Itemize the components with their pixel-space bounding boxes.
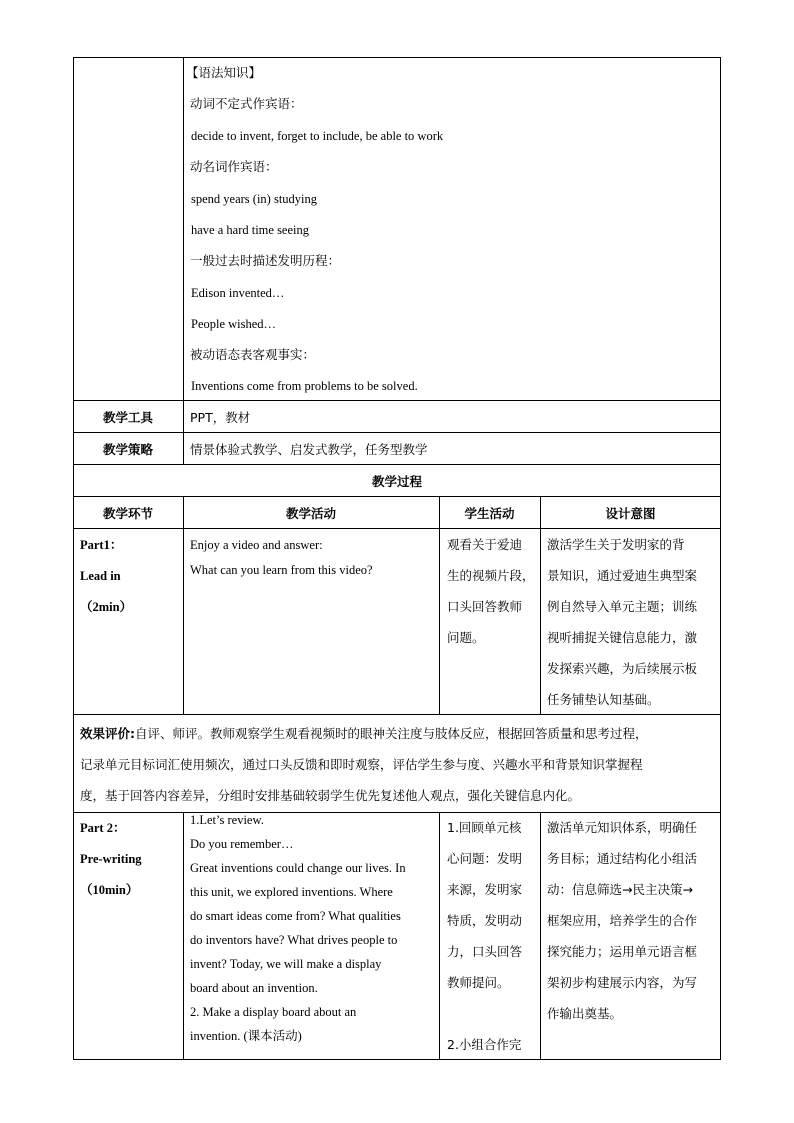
grammar-line: decide to invent, forget to include, be able to work [191,129,444,143]
part1-student-line: 观看关于爱迪 [447,537,523,552]
part2-intent-line: 架初步构建展示内容，为写 [547,975,698,990]
grammar-line: spend years (in) studying [191,192,318,206]
part1-teacher-line: What can you learn from this video? [190,563,373,577]
part2-stage-line: Pre-writing [80,852,142,866]
part1-intent-line: 发探索兴趣，为后续展示板 [547,661,698,676]
part1-student-line: 生的视频片段， [447,568,535,583]
part2-teacher-line: this unit, we explored inventions. Where [190,885,393,899]
part1-stage-line: Part1： [80,538,123,552]
part2-stage-line: Part 2： [80,821,126,835]
grammar-line: 被动语态表客观事实： [190,347,316,362]
part2-teacher-line: 2. Make a display board about an [190,1005,357,1019]
strategy-value: 情景体验式教学、启发式教学，任务型教学 [190,442,428,457]
part2-teacher-line: do smart ideas come from? What qualities [190,909,401,923]
column-header-teacher: 教学活动 [285,506,336,521]
part2-intent-line: 动：信息筛选→民主决策→ [547,882,693,897]
part2-student-line: 特质，发明动 [447,913,523,928]
part2-teacher-line: Do you remember… [190,837,294,851]
grammar-line: Inventions come from problems to be solved. [191,379,418,393]
part1-student-line: 口头回答教师 [447,599,523,614]
evaluation-label: 效果评价: [80,726,135,741]
part1-stage-line: （2min） [80,600,133,614]
grammar-line: 动名词作宾语： [190,159,278,174]
part2-teacher-line: Great inventions could change our lives. In [190,861,406,875]
part1-intent-line: 景知识，通过爱迪生典型案 [547,568,698,583]
part2-intent-line: 探究能力；运用单元语言框 [547,944,698,959]
part2-teacher-line: 1.Let’s review. [190,813,264,827]
part1-teacher-line: Enjoy a video and answer: [190,538,323,552]
part1-intent-line: 激活学生关于发明家的背 [547,537,685,552]
grammar-line: Edison invented… [191,286,285,300]
part2-teacher-line: invent? Today, we will make a display [190,957,382,971]
part2-intent-line: 作输出奠基。 [547,1006,623,1021]
evaluation-line: 记录单元目标词汇使用频次，通过口头反馈和即时观察，评估学生参与度、兴趣水平和背景知识掌握程 [80,757,643,772]
column-header-intent: 设计意图 [605,506,656,521]
strategy-label: 教学策略 [102,442,153,457]
column-header-stage: 教学环节 [102,506,153,521]
part1-intent-line: 例自然导入单元主题；训练 [547,599,698,614]
evaluation-line: 效果评价:自评、师评。教师观察学生观看视频时的眼神关注度与肢体反应，根据回答质量和思考过程， [80,726,648,741]
part2-student-line: 力，口头回答 [447,944,523,959]
part2-teacher-line: board about an invention. [190,981,318,995]
column-header-student: 学生活动 [464,506,515,521]
grammar-line: People wished… [191,317,277,331]
tools-value: PPT，教材 [190,410,251,425]
part2-teacher-line: do inventors have? What drives people to [190,933,398,947]
part1-stage-line: Lead in [80,569,121,583]
part2-intent-line: 激活单元知识体系，明确任 [547,820,698,835]
part2-teacher-line: invention. (课本活动) [190,1029,302,1043]
part2-intent-line: 框架应用，培养学生的合作 [547,913,698,928]
grammar-line: 动词不定式作宾语： [190,96,303,111]
grammar-line: 一般过去时描述发明历程： [190,253,341,268]
part2-student-line: 来源，发明家 [447,882,523,897]
part2-student-line: 心问题：发明 [447,851,523,866]
evaluation-line: 度，基于回答内容差异，分组时安排基础较弱学生优先复述他人观点，强化关键信息内化。 [80,788,581,803]
process-title: 教学过程 [371,474,422,489]
part1-intent-line: 视听捕捉关键信息能力，激 [547,630,698,645]
part2-student-line: 2.小组合作完 [447,1037,522,1052]
part2-student-line: 1.回顾单元核 [447,820,522,835]
part2-stage-line: （10min） [80,883,139,897]
grammar-heading: 【语法知识】 [186,65,262,80]
tools-label: 教学工具 [102,410,153,425]
part1-student-line: 问题。 [447,630,485,645]
part2-student-line: 教师提问。 [447,975,510,990]
part1-intent-line: 任务铺垫认知基础。 [547,692,660,707]
grammar-line: have a hard time seeing [191,223,310,237]
part2-intent-line: 务目标；通过结构化小组活 [547,851,698,866]
